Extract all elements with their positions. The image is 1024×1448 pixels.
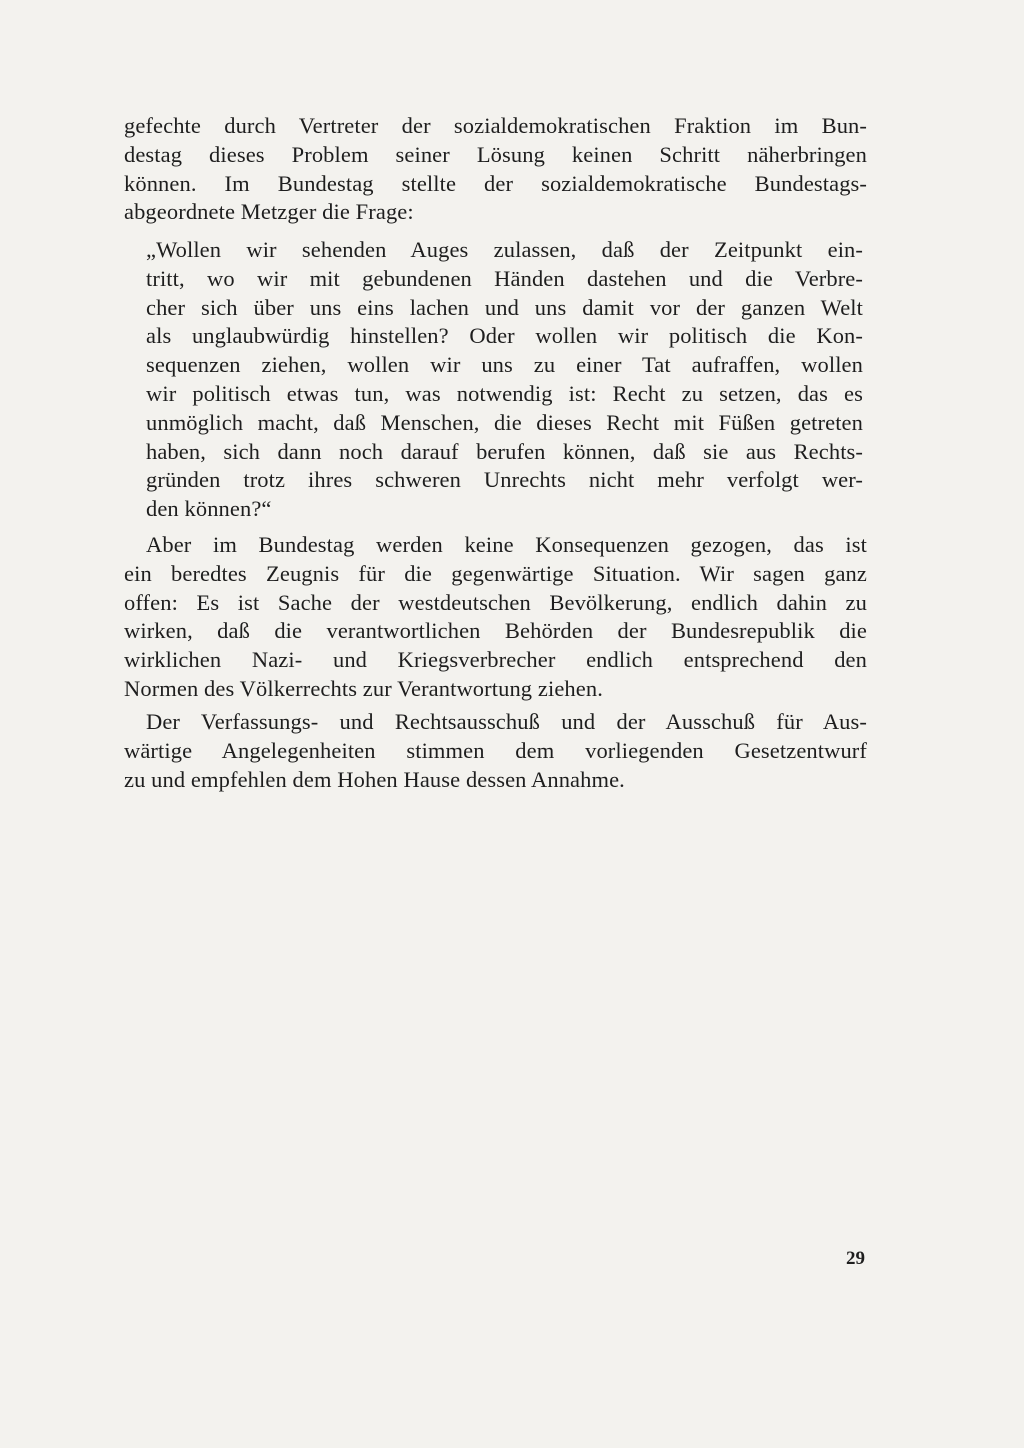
text-line: den können?“ [146,496,272,522]
text-line: ein beredtes Zeugnis für die gegenwärtige Situation. Wir sagen ganz [124,560,867,586]
text-line: sequenzen ziehen, wollen wir uns zu einer Tat aufraffen, wollen [146,352,863,378]
text-line: als unglaubwürdig hinstellen? Oder wollen wir politisch die Kon- [146,323,863,349]
text-line: haben, sich dann noch darauf berufen können, daß sie aus Rechts- [146,438,863,464]
text-line: zu und empfehlen dem Hohen Hause dessen Annahme. [124,766,625,792]
page-number: 29 [846,1248,865,1269]
text-line: offen: Es ist Sache der westdeutschen Bevölkerung, endlich dahin zu [124,589,867,615]
text-line: Aber im Bundestag werden keine Konsequenzen gezogen, das ist [146,532,867,557]
text-line: destag dieses Problem seiner Lösung keinen Schritt näherbringen [124,141,867,167]
paragraph-2 [124,531,867,704]
text-line: „Wollen wir sehenden Auges zulassen, daß der Zeitpunkt ein- [146,237,863,262]
text-line: wirklichen Nazi- und Kriegsverbrecher endlich entsprechend den [124,647,867,673]
text-line: tritt, wo wir mit gebundenen Händen dastehen und die Verbre- [146,265,863,291]
text-line: Der Verfassungs- und Rechtsausschuß und der Ausschuß für Aus- [146,709,867,734]
paragraph-1 [124,112,867,227]
text-line: abgeordnete Metzger die Frage: [124,199,414,225]
text-line: gefechte durch Vertreter der sozialdemokratischen Fraktion im Bun- [124,113,867,138]
paragraph-3 [124,708,867,794]
text-line: können. Im Bundestag stellte der sozialdemokratische Bundestags- [124,170,867,196]
text-line: gründen trotz ihres schweren Unrechts nicht mehr verfolgt wer- [146,467,863,493]
text-line: wir politisch etwas tun, was notwendig ist: Recht zu setzen, das es [146,380,863,406]
text-line: cher sich über uns eins lachen und uns damit vor der ganzen Welt [146,294,863,320]
text-line: Normen des Völkerrechts zur Verantwortung ziehen. [124,675,603,701]
text-line: wirken, daß die verantwortlichen Behörden der Bundesrepublik die [124,618,867,644]
text-line: wärtige Angelegenheiten stimmen dem vorliegenden Gesetzentwurf [124,737,867,763]
quote-block [146,236,863,524]
text-line: unmöglich macht, daß Menschen, die dieses Recht mit Füßen getreten [146,409,863,435]
